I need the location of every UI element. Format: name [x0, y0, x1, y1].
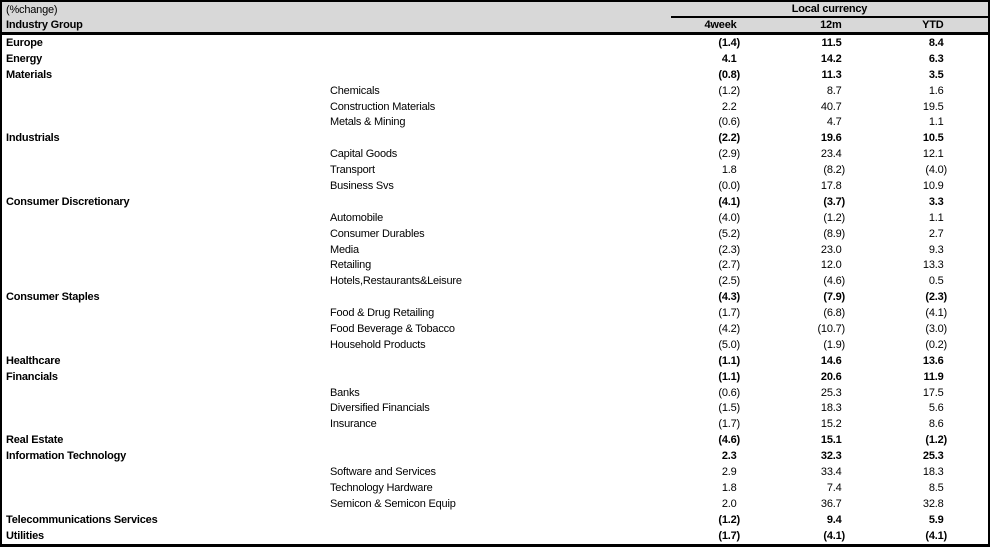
sub-industry-label: Automobile — [330, 211, 384, 224]
value-cell-12m: 12.0 — [820, 259, 842, 272]
value-cell-12m: (4.6) — [823, 275, 845, 288]
industry-group-row — [2, 289, 988, 305]
sub-industry-row — [2, 146, 988, 162]
value-cell-ytd: 10.9 — [922, 179, 944, 192]
industry-group-label: Information Technology — [6, 450, 127, 463]
sub-industry-label: Chemicals — [330, 84, 380, 97]
value-cell-12m: 23.4 — [820, 148, 842, 161]
value-cell-4week: (2.3) — [718, 243, 740, 256]
value-cell-4week: (1.1) — [718, 370, 740, 383]
value-cell-12m: (4.1) — [823, 529, 845, 542]
value-cell-ytd: (1.2) — [925, 434, 947, 447]
value-cell-4week: (1.5) — [718, 402, 740, 415]
industry-group-row — [2, 528, 988, 544]
value-cell-12m: 20.6 — [820, 370, 842, 383]
industry-group-header: Industry Group — [6, 19, 83, 31]
sub-industry-label: Food Beverage & Tobacco — [330, 322, 455, 335]
value-cell-4week: 2.2 — [721, 100, 737, 113]
value-cell-4week: (4.3) — [718, 291, 740, 304]
value-cell-12m: 40.7 — [820, 100, 842, 113]
value-cell-12m: 9.4 — [826, 513, 842, 526]
value-cell-4week: (1.4) — [718, 36, 740, 49]
industry-group-label: Telecommunications Services — [6, 513, 158, 526]
value-cell-ytd: (4.0) — [925, 164, 947, 177]
industry-group-row — [2, 51, 988, 67]
value-cell-4week: (0.6) — [718, 386, 740, 399]
column-header-12m: 12m — [820, 19, 842, 31]
sub-industry-row — [2, 321, 988, 337]
value-cell-12m: 19.6 — [820, 132, 842, 145]
value-cell-12m: (6.8) — [823, 307, 845, 320]
value-cell-ytd: 19.5 — [922, 100, 944, 113]
sub-industry-label: Hotels,Restaurants&Leisure — [330, 275, 462, 288]
value-cell-12m: 23.0 — [820, 243, 842, 256]
sub-industry-label: Household Products — [330, 338, 426, 351]
value-cell-4week: (1.7) — [718, 529, 740, 542]
value-cell-4week: (1.2) — [718, 84, 740, 97]
value-cell-ytd: (3.0) — [925, 322, 947, 335]
value-cell-12m: 32.3 — [820, 450, 842, 463]
value-cell-12m: 14.6 — [820, 354, 842, 367]
value-cell-12m: (1.2) — [823, 211, 845, 224]
sub-industry-row — [2, 416, 988, 432]
value-cell-12m: (1.9) — [823, 338, 845, 351]
value-cell-4week: (1.1) — [718, 354, 740, 367]
value-cell-ytd: (2.3) — [925, 291, 947, 304]
industry-group-row — [2, 67, 988, 83]
sub-industry-row — [2, 273, 988, 289]
value-cell-ytd: 3.3 — [928, 195, 944, 208]
header-row-columns — [2, 18, 988, 32]
value-cell-4week: (5.2) — [718, 227, 740, 240]
value-cell-12m: (8.2) — [823, 164, 845, 177]
value-cell-4week: (4.6) — [718, 434, 740, 447]
industry-group-label: Utilities — [6, 529, 44, 542]
sub-industry-label: Capital Goods — [330, 148, 398, 161]
sub-industry-row — [2, 210, 988, 226]
value-cell-ytd: 9.3 — [928, 243, 944, 256]
sub-industry-row — [2, 83, 988, 99]
value-cell-12m: 33.4 — [820, 465, 842, 478]
value-cell-ytd: 17.5 — [922, 386, 944, 399]
industry-group-label: Europe — [6, 36, 43, 49]
value-cell-4week: 1.8 — [721, 481, 737, 494]
sub-industry-row — [2, 385, 988, 401]
column-header-ytd: YTD — [922, 19, 944, 31]
sub-industry-row — [2, 226, 988, 242]
industry-group-label: Consumer Discretionary — [6, 195, 130, 208]
value-cell-4week: (2.5) — [718, 275, 740, 288]
sub-industry-label: Banks — [330, 386, 360, 399]
value-cell-ytd: 25.3 — [922, 450, 944, 463]
value-cell-4week: (4.1) — [718, 195, 740, 208]
value-cell-4week: (1.2) — [718, 513, 740, 526]
industry-group-label: Consumer Staples — [6, 291, 100, 304]
value-cell-ytd: 8.4 — [928, 36, 944, 49]
sub-industry-label: Transport — [330, 164, 375, 177]
industry-group-label: Healthcare — [6, 354, 61, 367]
value-cell-ytd: 2.7 — [928, 227, 944, 240]
value-cell-4week: (4.0) — [718, 211, 740, 224]
industry-group-row — [2, 35, 988, 51]
value-cell-ytd: 1.1 — [928, 211, 944, 224]
value-cell-4week: (5.0) — [718, 338, 740, 351]
value-cell-12m: (8.9) — [823, 227, 845, 240]
sub-industry-label: Construction Materials — [330, 100, 436, 113]
value-cell-ytd: 6.3 — [928, 52, 944, 65]
industry-group-row — [2, 512, 988, 528]
value-cell-ytd: 12.1 — [922, 148, 944, 161]
value-cell-4week: (1.7) — [718, 307, 740, 320]
value-cell-ytd: (4.1) — [925, 529, 947, 542]
column-header-4week: 4week — [704, 19, 737, 31]
header-row-top — [2, 2, 988, 18]
sub-industry-row — [2, 464, 988, 480]
value-cell-ytd: (0.2) — [925, 338, 947, 351]
value-cell-12m: 11.5 — [821, 36, 842, 49]
value-cell-12m: 36.7 — [820, 497, 842, 510]
sub-industry-row — [2, 400, 988, 416]
sub-industry-label: Diversified Financials — [330, 402, 430, 415]
value-cell-12m: (7.9) — [823, 291, 845, 304]
value-cell-4week: 2.9 — [721, 465, 737, 478]
sub-industry-label: Food & Drug Retailing — [330, 307, 435, 320]
value-cell-12m: 4.7 — [826, 116, 842, 129]
value-cell-4week: 2.3 — [721, 450, 737, 463]
industry-group-label: Industrials — [6, 132, 60, 145]
value-cell-4week: 4.1 — [721, 52, 737, 65]
value-cell-ytd: 18.3 — [922, 465, 944, 478]
value-cell-ytd: 1.1 — [928, 116, 944, 129]
sub-industry-label: Insurance — [330, 418, 377, 431]
value-cell-ytd: 32.8 — [922, 497, 944, 510]
value-cell-12m: 17.8 — [820, 179, 842, 192]
value-cell-ytd: 5.6 — [928, 402, 944, 415]
value-cell-12m: (10.7) — [817, 322, 845, 335]
value-cell-ytd: 8.6 — [928, 418, 944, 431]
value-cell-12m: 15.1 — [820, 434, 842, 447]
value-cell-4week: (0.0) — [718, 179, 740, 192]
value-cell-4week: (4.2) — [718, 322, 740, 335]
sub-industry-row — [2, 162, 988, 178]
value-cell-ytd: 11.9 — [923, 370, 944, 383]
sub-industry-label: Media — [330, 243, 359, 256]
local-currency-label: Local currency — [791, 3, 868, 15]
sub-industry-label: Business Svs — [330, 179, 394, 192]
value-cell-12m: 15.2 — [820, 418, 842, 431]
value-cell-ytd: 5.9 — [928, 513, 944, 526]
industry-group-row — [2, 194, 988, 210]
sub-industry-label: Software and Services — [330, 465, 436, 478]
value-cell-4week: (2.7) — [718, 259, 740, 272]
value-cell-ytd: 1.6 — [928, 84, 944, 97]
table-body — [2, 35, 988, 544]
value-cell-12m: 18.3 — [820, 402, 842, 415]
value-cell-12m: 8.7 — [826, 84, 842, 97]
industry-group-label: Energy — [6, 52, 43, 65]
value-cell-12m: 25.3 — [820, 386, 842, 399]
value-cell-ytd: (4.1) — [925, 307, 947, 320]
value-cell-ytd: 8.5 — [928, 481, 944, 494]
sub-industry-label: Semicon & Semicon Equip — [330, 497, 456, 510]
table-header — [2, 2, 988, 35]
sub-industry-label: Technology Hardware — [330, 481, 433, 494]
sub-industry-row — [2, 114, 988, 130]
sub-industry-label: Metals & Mining — [330, 116, 406, 129]
industry-group-row — [2, 432, 988, 448]
value-cell-12m: 11.3 — [821, 68, 842, 81]
sub-industry-row — [2, 178, 988, 194]
industry-group-row — [2, 369, 988, 385]
industry-group-label: Real Estate — [6, 434, 64, 447]
percent-change-label: (%change) — [6, 4, 58, 16]
local-currency-header — [671, 2, 988, 18]
sub-industry-row — [2, 496, 988, 512]
sub-industry-row — [2, 99, 988, 115]
value-cell-ytd: 10.5 — [922, 132, 944, 145]
sub-industry-row — [2, 337, 988, 353]
industry-group-row — [2, 448, 988, 464]
value-cell-ytd: 3.5 — [928, 68, 944, 81]
value-cell-12m: 7.4 — [826, 481, 842, 494]
value-cell-12m: 14.2 — [820, 52, 842, 65]
value-cell-12m: (3.7) — [823, 195, 845, 208]
value-cell-ytd: 13.3 — [922, 259, 944, 272]
sub-industry-row — [2, 305, 988, 321]
industry-group-row — [2, 130, 988, 146]
value-cell-4week: (0.8) — [718, 68, 740, 81]
industry-group-label: Financials — [6, 370, 58, 383]
industry-group-label: Materials — [6, 68, 52, 81]
sub-industry-row — [2, 480, 988, 496]
value-cell-ytd: 0.5 — [928, 275, 944, 288]
sub-industry-row — [2, 242, 988, 258]
value-cell-4week: (1.7) — [718, 418, 740, 431]
value-cell-4week: (2.9) — [718, 148, 740, 161]
value-cell-4week: 2.0 — [721, 497, 737, 510]
value-cell-4week: (0.6) — [718, 116, 740, 129]
industry-group-row — [2, 353, 988, 369]
sub-industry-label: Retailing — [330, 259, 372, 272]
value-cell-4week: (2.2) — [718, 132, 740, 145]
sub-industry-label: Consumer Durables — [330, 227, 425, 240]
sub-industry-row — [2, 257, 988, 273]
value-cell-ytd: 13.6 — [922, 354, 944, 367]
value-cell-4week: 1.8 — [721, 164, 737, 177]
